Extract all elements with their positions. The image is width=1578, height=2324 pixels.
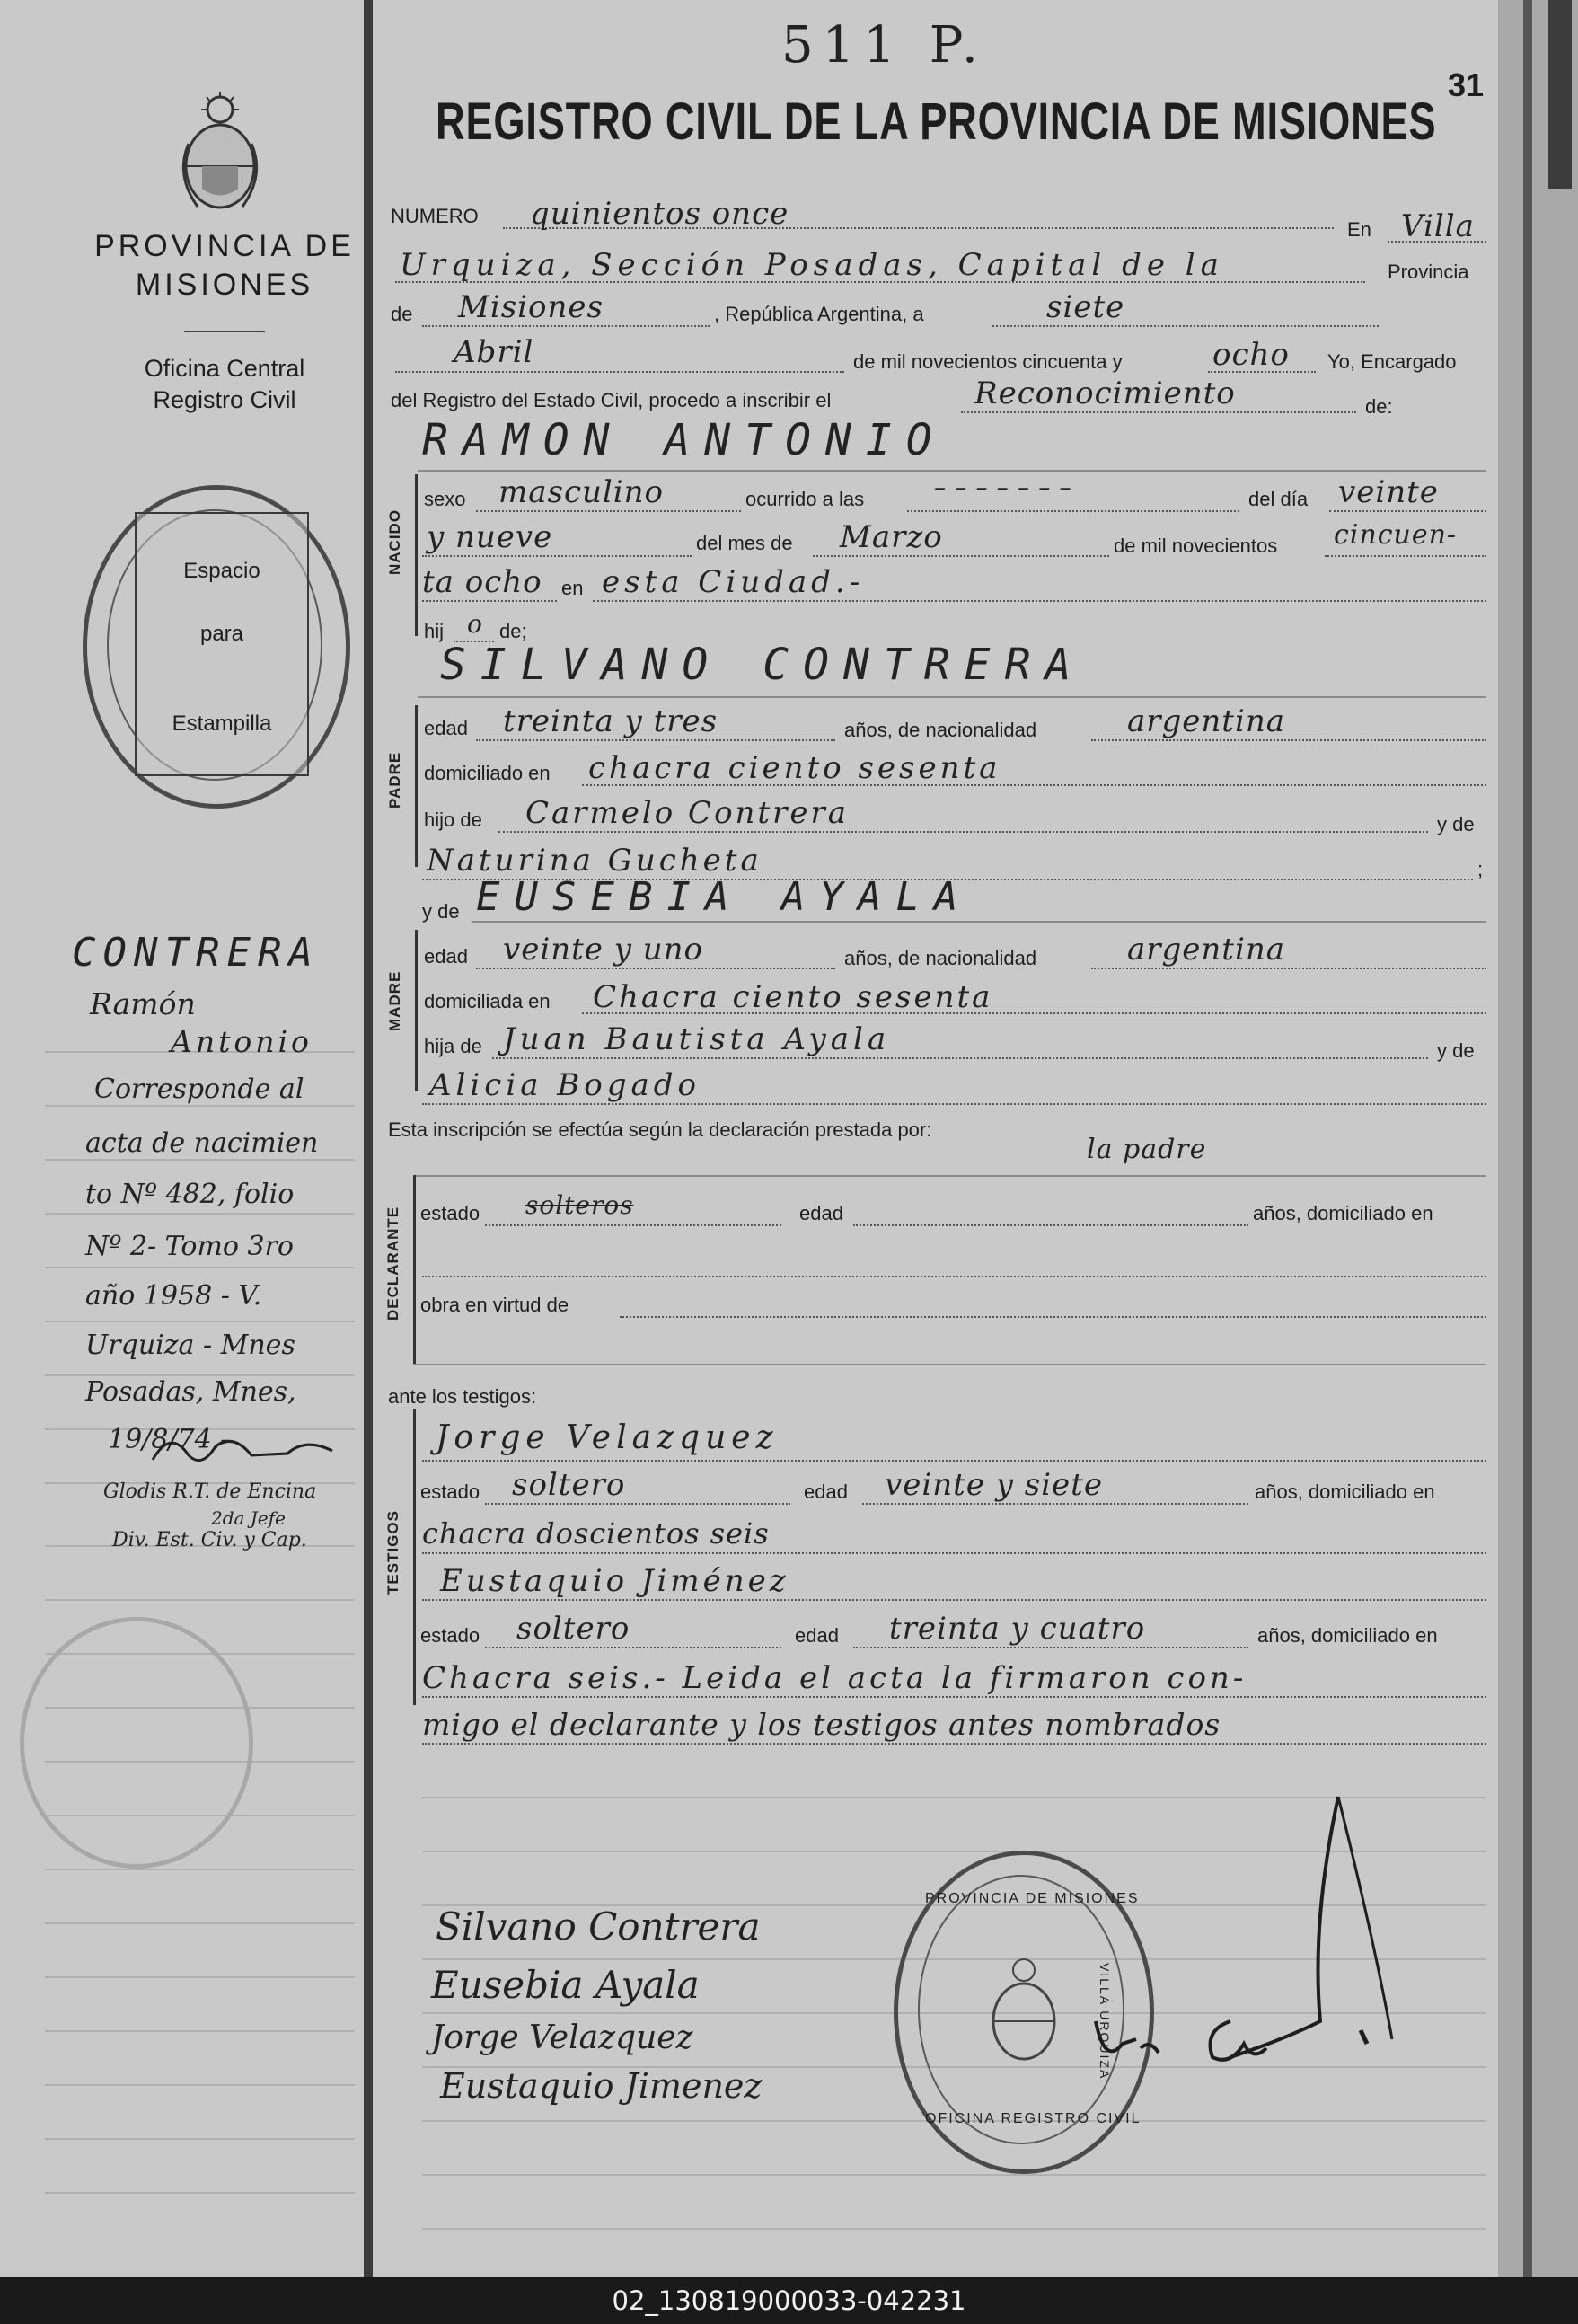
label-en: En [1347,218,1371,241]
entry-hour: – – – – – – – [934,474,1072,501]
margin-surname: CONTRERA [72,930,320,976]
margin-line-3: Corresponde al [94,1074,304,1105]
label-semicolon: ; [1477,858,1484,880]
signature-father: Silvano Contrera [436,1904,761,1948]
margin-line-1: Ramón [90,986,196,1021]
stamp-line1: Espacio [183,559,260,583]
entry-month: Abril [454,334,534,370]
label-father-y-de: y de [1437,813,1475,835]
entry-day: siete [1046,289,1125,325]
label-sexo: sexo [424,488,466,510]
entry-father-nat: argentina [1127,703,1286,739]
margin-line-2: Antonio [171,1024,313,1059]
entry-w1-name: Jorge Velazquez [436,1419,779,1456]
seal-ring-right: VILLA URQUIZA [1098,1963,1112,2081]
image-identifier: 02_130819000033-042231 [0,2277,1578,2324]
page-title: REGISTRO CIVIL DE LA PROVINCIA DE MISIONES [436,93,1437,151]
label-inscripcion: Esta inscripción se efectúa según la declaración prestada por: [388,1118,932,1141]
province-line2: MISIONES [135,268,314,302]
side-label-testigos: TESTIGOS [384,1510,401,1595]
signature-witness1: Jorge Velazquez [431,2019,693,2056]
label-w2-edad: edad [795,1624,839,1647]
signature-mother: Eusebia Ayala [431,1963,700,2007]
entry-birth-month: Marzo [840,519,943,555]
entry-w2-estado: soltero [516,1611,630,1647]
coat-of-arms-icon [171,90,269,225]
seal-ring-bottom: OFICINA REGISTRO CIVIL [925,2111,1142,2126]
side-label-declarante: DECLARANTE [384,1206,401,1321]
entry-en-place: Villa [1401,208,1475,244]
side-label-padre: PADRE [386,751,403,809]
label-w2-estado: estado [420,1624,480,1647]
closing-line-2: migo el declarante y los testigos antes nombrados [422,1707,1221,1742]
label-del-registro: del Registro del Estado Civil, procedo a inscribir el [391,389,832,411]
entry-numero: quinientos once [530,196,789,232]
province-line1: PROVINCIA DE [94,229,355,263]
entry-w1-dom: chacra doscientos seis [422,1516,770,1551]
entry-father-age: treinta y tres [503,703,718,739]
margin-line-11: Glodis R.T. de Encina [103,1480,317,1503]
label-w2-anos: años, domiciliado en [1257,1624,1438,1647]
entry-decl-estado: solteros [525,1190,634,1220]
label-provincia: Provincia [1388,261,1469,283]
margin-line-4: acta de nacimien [85,1127,319,1159]
entry-mother-name: EUSEBIA AYALA [476,874,973,920]
label-de-colon: de: [1365,395,1393,418]
margin-signature [135,1428,359,1473]
label-w1-edad: edad [804,1480,848,1503]
entry-mother-mother: Alicia Bogado [429,1067,701,1103]
margin-line-12: 2da Jefe [211,1507,286,1529]
side-label-nacido: NACIDO [386,508,403,575]
page-number: 511 P. [781,16,987,75]
label-w1-estado: estado [420,1480,480,1503]
label-obra: obra en virtud de [420,1294,569,1316]
official-signature [1051,1788,1428,2093]
entry-father-name: SILVANO CONTRERA [440,640,1086,690]
label-mother-y-de2: y de [1437,1039,1475,1062]
label-republica: , República Argentina, a [714,303,924,325]
entry-birth-year2: ta ocho [422,564,542,600]
label-mother-y-de: y de [422,900,460,923]
label-ocurrido: ocurrido a las [745,488,865,510]
page-fold [364,0,373,2277]
entry-father-mother: Naturina Gucheta [427,843,763,879]
entry-father-dom: chacra ciento sesenta [588,750,1001,786]
stamp-line3: Estampilla [172,711,272,736]
label-mother-anos: años, de nacionalidad [844,947,1037,969]
label-father-edad: edad [424,717,468,739]
label-ante: ante los testigos: [388,1385,537,1408]
label-mother-hija-de: hija de [424,1035,482,1057]
entry-act: Reconocimiento [974,376,1236,411]
signature-witness2: Eustaquio Jimenez [440,2066,763,2106]
label-mother-dom: domiciliada en [424,990,551,1012]
label-en-lower: en [561,577,584,599]
label-de: de [391,303,413,325]
entry-w2-age: treinta y cuatro [889,1611,1146,1647]
entry-child-name: RAMON ANTONIO [422,415,947,465]
margin-line-10: 19/8/74.- [108,1424,230,1455]
label-father-hijo-de: hijo de [424,809,482,831]
label-de-mil: de mil novecientos cincuenta y [853,350,1123,373]
entry-father-father: Carmelo Contrera [525,795,849,831]
stamp-line2: para [199,622,244,646]
entry-sex: masculino [498,474,665,510]
entry-place-line: Urquiza, Sección Posadas, Capital de la [400,247,1224,283]
label-del-dia: del día [1248,488,1309,510]
margin-line-6: Nº 2- Tomo 3ro [85,1231,294,1262]
label-numero: NUMERO [391,205,479,227]
closing-line-1: Chacra seis.- Leida el acta la firmaron con- [422,1660,1247,1696]
entry-birth-place: esta Ciudad.- [602,564,865,600]
entry-birth-day: veinte [1338,474,1439,510]
label-decl-anos: años, domiciliado en [1253,1202,1433,1224]
label-de-mil-nov: de mil novecientos [1114,535,1278,557]
entry-year-suffix: ocho [1212,337,1290,373]
entry-province: Misiones [458,289,604,325]
label-del-mes: del mes de [696,532,793,554]
label-father-anos: años, de nacionalidad [844,719,1037,741]
margin-line-13: Div. Est. Civ. y Cap. [112,1529,307,1551]
entry-w1-estado: soltero [512,1467,626,1503]
entry-hijo-o: o [467,609,483,639]
side-label-madre: MADRE [386,970,403,1031]
label-yo: Yo, Encargado [1327,350,1457,373]
seal-ring-top: PROVINCIA DE MISIONES [925,1891,1140,1906]
entry-declarant: la padre [1087,1134,1207,1165]
label-mother-edad: edad [424,945,468,968]
entry-mother-age: veinte y uno [503,932,703,968]
page-edge [1498,0,1578,2277]
entry-mother-father: Juan Bautista Ayala [503,1021,891,1057]
office-line2: Registro Civil [153,386,296,413]
stamp-space-box [135,512,309,776]
entry-w1-age: veinte y siete [885,1467,1103,1503]
office-line1: Oficina Central [144,355,305,382]
label-decl-edad: edad [799,1202,843,1224]
margin-line-8: Urquiza - Mnes [85,1330,295,1361]
entry-mother-nat: argentina [1127,932,1286,968]
label-de-semicolon: de; [499,620,527,642]
margin-line-7: año 1958 - V. [85,1280,262,1312]
label-decl-estado: estado [420,1202,480,1224]
entry-birth-year: cincuen- [1334,519,1458,551]
label-w1-anos: años, domiciliado en [1255,1480,1435,1503]
faded-stamp [20,1617,253,1869]
entry-birth-day2: y nueve [427,519,553,555]
margin-line-5: to Nº 482, folio [85,1179,295,1210]
label-hijo: hij [424,620,445,642]
label-father-dom: domiciliado en [424,762,551,784]
entry-mother-dom: Chacra ciento sesenta [593,979,993,1015]
folio-number: 31 [1448,66,1485,103]
entry-w2-name: Eustaquio Jiménez [440,1563,789,1599]
margin-line-9: Posadas, Mnes, [85,1376,296,1408]
